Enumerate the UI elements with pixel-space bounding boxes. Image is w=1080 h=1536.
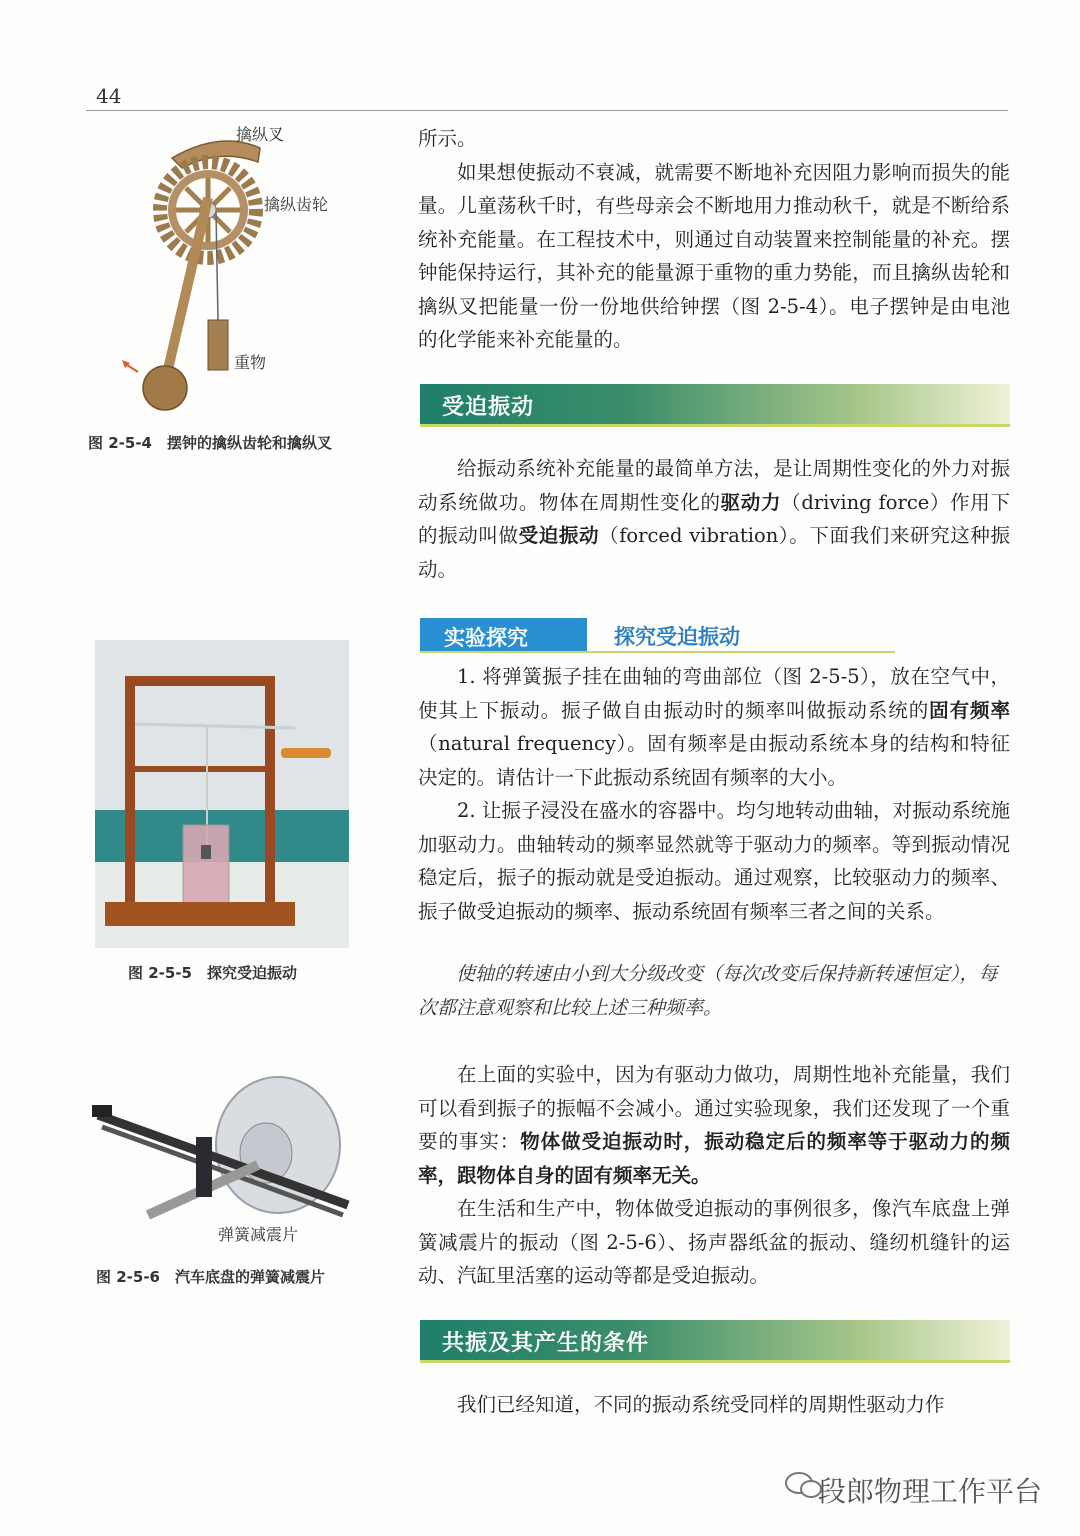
intro-text: [418, 122, 1010, 357]
label-escapement-fork: 擒纵叉: [236, 125, 285, 144]
step1-text-a: 1. 将弹簧振子挂在曲轴的弯曲部位（图 2-5-5），放在空气中，使其上下振动。振子做自由振动时的频率叫做振动系统的: [418, 665, 1010, 722]
after-text-a: 在上面的实验中，因为有驱动力做功，周期性地补充能量，我们可以看到振子的振幅不会减小。通过实验现象，我们还发现了一个重要的事实：: [418, 1063, 1010, 1153]
experiment-title: 探究受迫振动: [614, 625, 740, 649]
section1-text-c: （forced vibration）。下面我们来研究这种振动。: [418, 524, 1010, 581]
experiment-step-2: 2. 让振子浸没在盛水的容器中。均匀地转动曲轴，对振动系统施加驱动力。曲轴转动的频率显然就等于驱动力的频率。等到振动情况稳定后，振子的振动就是受迫振动。通过观察，比较驱动力的频率、振子做受迫振动的频率、振动系统固有频率三者之间的关系。: [418, 799, 1010, 923]
label-weight: 重物: [234, 353, 267, 372]
section1-text-a: 给振动系统补充能量的最简单方法，是让周期性变化的外力对振动系统做功。物体在周期性变化的: [418, 457, 1010, 514]
forced-vibration-photo: [95, 640, 349, 948]
page-number: 44: [96, 84, 122, 108]
experiment-text: [418, 660, 1010, 928]
after-paragraph-2: 在生活和生产中，物体做受迫振动的事例很多，像汽车底盘上弹簧减震片的振动（图 2-5-6）、扬声器纸盆的振动、缝纫机缝针的运动、汽缸里活塞的运动等都是受迫振动。: [418, 1197, 1010, 1287]
experiment-underline: [420, 651, 895, 653]
term-forced-vibration: 受迫振动: [518, 524, 600, 547]
experiment-note-text: 使轴的转速由小到大分级改变（每次改变后保持新转速恒定），每次都注意观察和比较上述三种频率。: [418, 963, 998, 1019]
label-leaf-spring: 弹簧减震片: [218, 1225, 299, 1244]
figure-caption-2-5-5: 图 2-5-5 探究受迫振动: [128, 964, 297, 982]
term-driving-force: 驱动力: [720, 490, 782, 514]
section-header-forced-vibration: [420, 384, 1010, 424]
escapement-figure: [110, 120, 400, 420]
watermark: 段郎物理工作平台: [817, 1475, 1042, 1508]
experiment-tag: [420, 618, 587, 652]
label-escapement-gear: 擒纵齿轮: [264, 195, 329, 214]
after-paragraph-1: [418, 1058, 1010, 1192]
section-header-resonance: [420, 1320, 1010, 1360]
leaf-spring-figure: [88, 1075, 358, 1225]
section1-text-b: （driving force）作用下的振动叫做: [418, 490, 1010, 547]
section2-title: 共振及其产生的条件: [442, 1331, 650, 1356]
after-experiment-text: [418, 1058, 1010, 1293]
key-conclusion: 物体做受迫振动时，振动稳定后的频率等于驱动力的频率，跟物体自身的固有频率无关。: [418, 1130, 1010, 1187]
experiment-note: [418, 958, 1010, 1025]
header-rule: [86, 110, 1008, 111]
experiment-step-1: [418, 660, 1010, 794]
intro-paragraph-0: 所示。: [418, 127, 477, 150]
figure-caption-2-5-6: 图 2-5-6 汽车底盘的弹簧减震片: [96, 1268, 325, 1286]
section1-text: [418, 452, 1010, 586]
section2-underline: [420, 1360, 1010, 1363]
section-title: 受迫振动: [442, 395, 535, 420]
term-natural-frequency: 固有频率: [929, 698, 1010, 722]
experiment-tag-label: 实验探究: [444, 626, 528, 650]
section2-paragraph: 我们已经知道，不同的振动系统受同样的周期性驱动力作: [457, 1393, 945, 1416]
section2-text: [418, 1388, 1010, 1422]
step1-text-b: （natural frequency）。固有频率是由振动系统本身的结构和特征决定的。请估计一下此振动系统固有频率的大小。: [418, 732, 1010, 789]
section-underline: [420, 424, 1010, 427]
section1-paragraph: [418, 452, 1010, 586]
intro-paragraph-1: 如果想使振动不衰减，就需要不断地补充因阻力影响而损失的能量。儿童荡秋千时，有些母亲会不断地用力推动秋千，就是不断给系统补充能量。在工程技术中，则通过自动装置来控制能量的补充。摆钟能保持运行，其补充的能量源于重物的重力势能，而且擒纵齿轮和擒纵叉把能量一份一份地供给钟摆（图 2-5-4）。电子摆钟是由电池的化学能来补充能量的。: [418, 160, 1010, 351]
figure-caption-2-5-4: 图 2-5-4 摆钟的擒纵齿轮和擒纵叉: [88, 434, 332, 452]
